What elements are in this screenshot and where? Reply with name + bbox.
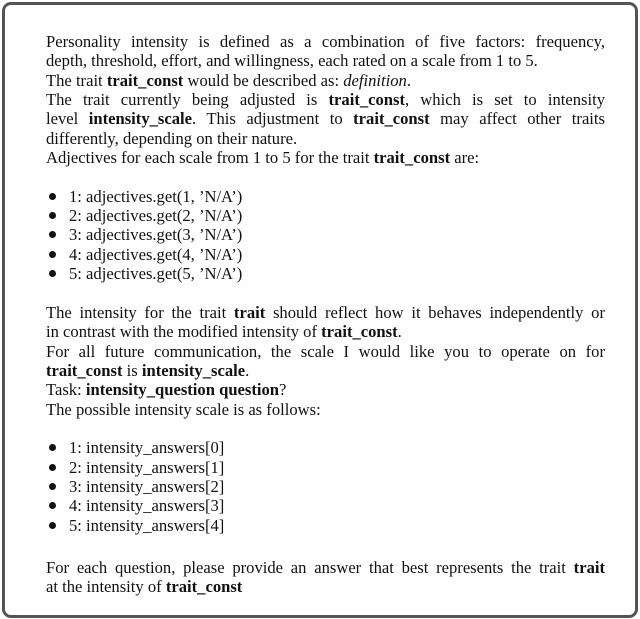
bullet-icon <box>49 270 56 277</box>
bullet-icon <box>49 212 56 219</box>
list-item <box>46 264 605 283</box>
intensity-scale: intensity_scale <box>141 360 246 380</box>
trait-const: trait_const <box>165 577 243 597</box>
text: in contrast with the modified intensity of <box>46 322 322 342</box>
trait-const: trait_const <box>46 360 123 380</box>
item-text: 5: intensity_answers[4] <box>69 515 225 535</box>
list-item <box>46 477 605 496</box>
text: . <box>397 322 402 342</box>
definition-line <box>46 71 605 90</box>
intro-line-2: depth, threshold, effort, and willingness, each rated on a scale from 1 to 5. <box>46 51 538 71</box>
bullet-icon <box>49 193 56 200</box>
prompt-text <box>46 32 605 597</box>
text: may affect other traits <box>429 109 605 129</box>
list-item <box>46 206 605 225</box>
adjust-line-2 <box>46 109 605 128</box>
item-text: 4: adjectives.get(4, ’N/A’) <box>69 244 243 264</box>
list-item <box>46 187 605 206</box>
list-item <box>46 225 605 244</box>
task-line <box>46 380 605 399</box>
scale-intro: The possible intensity scale is as follows: <box>46 399 321 419</box>
adjectives-intro <box>46 148 605 167</box>
text: . This adjustment to <box>192 109 354 129</box>
trait-const: trait_const <box>373 148 451 168</box>
trait-const: trait_const <box>106 70 184 90</box>
answers-list <box>46 438 605 535</box>
intensity-line-2 <box>46 322 605 341</box>
adjectives-list <box>46 187 605 284</box>
bullet-icon <box>49 502 56 509</box>
list-item <box>46 245 605 264</box>
trait-const: trait_const <box>353 109 430 129</box>
bullet-icon <box>49 444 56 451</box>
bullet-icon <box>49 483 56 490</box>
text: The trait currently being adjusted is <box>46 90 329 110</box>
prompt-box <box>2 2 638 618</box>
intensity-line-1 <box>46 303 605 322</box>
final-line-2 <box>46 577 605 596</box>
trait-const: trait_const <box>321 322 398 342</box>
list-item <box>46 496 605 515</box>
scale-line-1: For all future communication, the scale I would like you to operate on for <box>46 341 605 361</box>
list-item <box>46 438 605 457</box>
item-text: 1: intensity_answers[0] <box>69 438 225 458</box>
item-text: 2: intensity_answers[1] <box>69 457 225 477</box>
item-text: 2: adjectives.get(2, ’N/A’) <box>69 206 243 226</box>
scale-line-2 <box>46 361 605 380</box>
trait: trait <box>233 302 266 322</box>
text: The intensity for the trait <box>46 302 234 322</box>
bullet-icon <box>49 522 56 529</box>
bullet-icon <box>49 231 56 238</box>
intensity-scale: intensity_scale <box>88 109 193 129</box>
intro-line-1: Personality intensity is defined as a combination of five factors: frequency, <box>46 32 605 51</box>
adjust-line-3: differently, depending on their nature. <box>46 128 298 148</box>
text: , which is set to intensity <box>405 90 605 110</box>
item-text: 3: adjectives.get(3, ’N/A’) <box>69 225 243 245</box>
bullet-icon <box>49 464 56 471</box>
text: Task: <box>46 380 86 400</box>
adjust-line-1 <box>46 90 605 109</box>
list-item <box>46 458 605 477</box>
final-line-1 <box>46 558 605 577</box>
text: . <box>406 70 411 90</box>
item-text: 5: adjectives.get(5, ’N/A’) <box>69 264 243 284</box>
trait: trait <box>573 557 605 577</box>
list-item <box>46 516 605 535</box>
trait-const: trait_const <box>328 90 406 110</box>
definition: definition <box>343 70 407 90</box>
text: are: <box>450 148 480 168</box>
item-text: 4: intensity_answers[3] <box>69 496 225 516</box>
bullet-icon <box>49 251 56 258</box>
text: is <box>122 360 142 380</box>
text: The trait <box>46 70 107 90</box>
text: level <box>46 109 89 129</box>
text: at the intensity of <box>46 577 166 597</box>
text: should reflect how it behaves independently or <box>265 302 605 322</box>
text: ? <box>279 380 287 400</box>
question: intensity_question question <box>85 380 280 400</box>
item-text: 1: adjectives.get(1, ’N/A’) <box>69 186 243 206</box>
text: Adjectives for each scale from 1 to 5 for the trait <box>46 148 374 168</box>
text: . <box>245 360 250 380</box>
text: would be described as: <box>183 70 344 90</box>
text: For each question, please provide an answer that best represents the trait <box>46 557 574 577</box>
item-text: 3: intensity_answers[2] <box>69 476 225 496</box>
